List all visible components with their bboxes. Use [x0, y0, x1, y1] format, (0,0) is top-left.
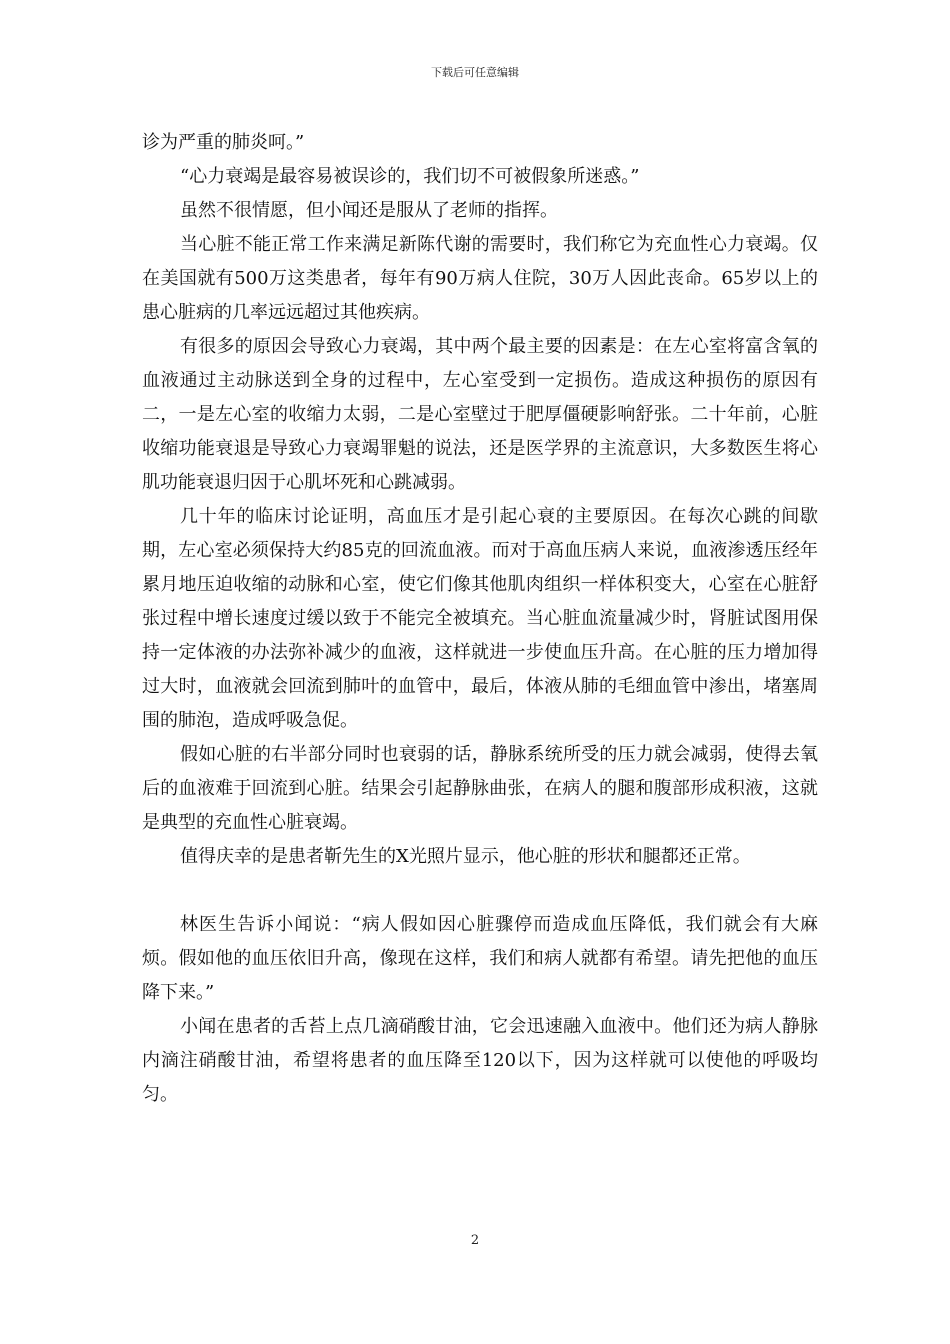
paragraph: 虽然不很情愿，但小闻还是服从了老师的指挥。 [180, 200, 558, 221]
page-header: 下载后可任意编辑 [431, 66, 519, 79]
paragraph: 值得庆幸的是患者靳先生的X光照片显示，他心脏的形状和腿都还正常。 [180, 846, 751, 867]
paragraph: 诊为严重的肺炎呵。” [142, 132, 305, 153]
paragraph: “心力衰竭是最容易被误诊的，我们切不可被假象所迷惑。” [180, 166, 640, 187]
paragraph: 有很多的原因会导致心力衰竭，其中两个最主要的因素是：在左心室将富含氧的血液通过主动脉送到全身的过程中，左心室受到一定损伤。造成这种损伤的原因有二，一是左心室的收缩力太弱，二是心室壁过于肥厚僵硬影响舒张。二十年前，心脏收缩功能衰退是导致心力衰竭罪魁的说法，还是医学界的主流意识，大多数医生将心肌功能衰退归因于心肌坏死和心跳减弱。 [142, 336, 818, 493]
paragraph: 小闻在患者的舌苔上点几滴硝酸甘油，它会迅速融入血液中。他们还为病人静脉内滴注硝酸甘油，希望将患者的血压降至120以下，因为这样就可以使他的呼吸均匀。 [142, 1016, 818, 1105]
document-body [142, 126, 818, 1112]
page-number: 2 [470, 1233, 480, 1248]
paragraph: 假如心脏的右半部分同时也衰弱的话，静脉系统所受的压力就会减弱，使得去氧后的血液难于回流到心脏。结果会引起静脉曲张，在病人的腿和腹部形成积液，这就是典型的充血性心脏衰竭。 [142, 744, 818, 833]
paragraph: 林医生告诉小闻说：“病人假如因心脏骤停而造成血压降低，我们就会有大麻烦。假如他的血压依旧升高，像现在这样，我们和病人就都有希望。请先把他的血压降下来。” [142, 914, 818, 1003]
paragraph: 当心脏不能正常工作来满足新陈代谢的需要时，我们称它为充血性心力衰竭。仅在美国就有500万这类患者，每年有90万病人住院，30万人因此丧命。65岁以上的患心脏病的几率远远超过其他疾病。 [142, 234, 818, 323]
paragraph: 几十年的临床讨论证明，高血压才是引起心衰的主要原因。在每次心跳的间歇期，左心室必须保持大约85克的回流血液。而对于高血压病人来说，血液渗透压经年累月地压迫收缩的动脉和心室，使它们像其他肌肉组织一样体积变大，心室在心脏舒张过程中增长速度过缓以致于不能完全被填充。当心脏血流量减少时，肾脏试图用保持一定体液的办法弥补减少的血液，这样就进一步使血压升高。在心脏的压力增加得过大时，血液就会回流到肺叶的血管中，最后，体液从肺的毛细血管中渗出，堵塞周围的肺泡，造成呼吸急促。 [142, 506, 818, 731]
